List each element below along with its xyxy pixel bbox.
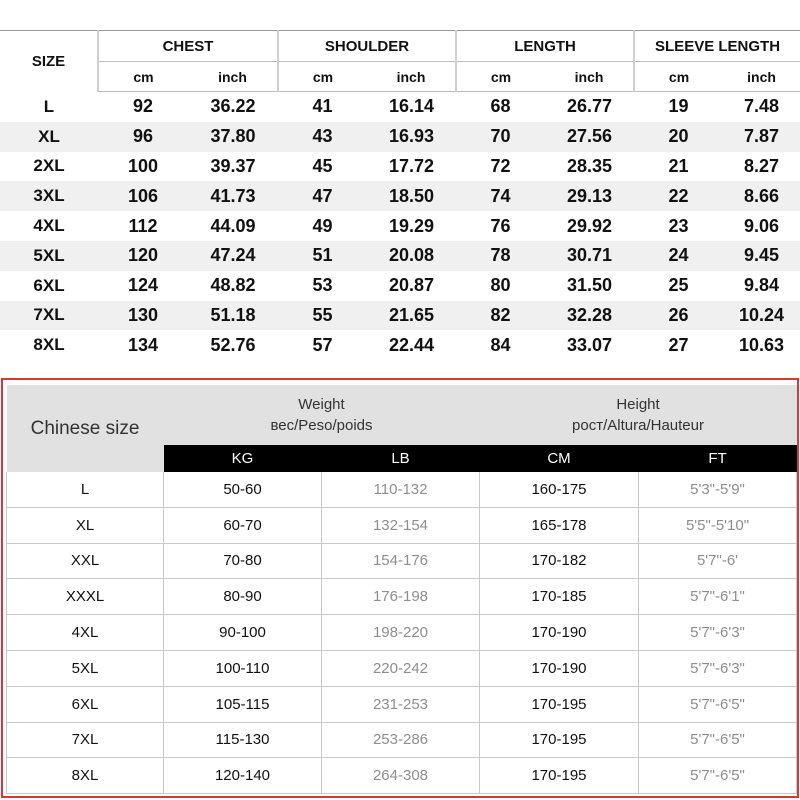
measurement-cell: 9.45	[723, 241, 800, 271]
measurement-cell: 80	[490, 275, 511, 296]
size-cell: 7XL	[0, 301, 98, 331]
measurement-cell: 78	[456, 241, 545, 271]
group-header-row	[0, 31, 800, 62]
measurement-cell: 47.24	[188, 241, 278, 271]
kg-header: KG	[164, 445, 322, 472]
measurement-cell: 24	[634, 241, 723, 271]
ft-cell: 5'7"-6'5"	[639, 758, 797, 794]
measurement-cell: 51.18	[188, 301, 278, 331]
measurement-cell: 33.07	[567, 334, 613, 355]
table-row	[0, 181, 800, 211]
size-cell: XL	[7, 507, 164, 543]
body-fit-chart-frame	[1, 378, 799, 798]
size-cell: L	[43, 96, 55, 116]
lb-header: LB	[322, 445, 480, 472]
measurement-cell: 68	[490, 96, 511, 117]
measurement-cell: 23	[668, 215, 689, 236]
table-row	[0, 271, 800, 301]
kg-cell: 60-70	[164, 507, 322, 543]
measurement-cell: 72	[490, 155, 511, 176]
measurement-cell: 19.29	[388, 215, 435, 236]
measurement-cell: 31.50	[567, 275, 613, 296]
lb-cell: 154-176	[322, 543, 480, 579]
measurement-cell: 76	[490, 215, 511, 236]
measurement-cell: 100	[127, 155, 159, 176]
length-header: LENGTH	[456, 31, 634, 62]
table-row	[0, 301, 800, 331]
size-cell: 5XL	[7, 650, 164, 686]
table-row	[7, 472, 797, 507]
measurement-cell: 21.65	[367, 301, 456, 331]
measure-header-row	[7, 385, 797, 445]
lb-cell: 231-253	[322, 686, 480, 722]
measurement-cell: 51	[278, 241, 367, 271]
measurement-cell: 44.09	[210, 215, 256, 236]
measurement-cell: 30.71	[545, 241, 634, 271]
cm-cell: 170-190	[480, 615, 639, 651]
unit-header-row	[0, 62, 800, 92]
measurement-cell: 37.80	[188, 122, 278, 152]
table-row	[7, 507, 797, 543]
ft-cell: 5'7"-6'1"	[639, 579, 797, 615]
lb-cell: 264-308	[322, 758, 480, 794]
unit-inch-header: inch	[188, 62, 278, 92]
height-subtitle: рост/Altura/Hauteur	[572, 417, 704, 434]
ft-cell: 5'7"-6'3"	[639, 615, 797, 651]
measurement-cell: 45	[312, 155, 333, 176]
cm-cell: 170-185	[480, 579, 639, 615]
body-fit-rows	[7, 472, 797, 794]
lb-cell: 220-242	[322, 650, 480, 686]
kg-cell: 70-80	[164, 543, 322, 579]
cm-cell: 170-195	[480, 686, 639, 722]
cm-cell: 170-182	[480, 543, 639, 579]
chest-header: CHEST	[98, 31, 278, 62]
measurement-cell: 53	[312, 275, 333, 296]
size-cell: 7XL	[7, 722, 164, 758]
lb-cell: 176-198	[322, 579, 480, 615]
table-row	[7, 686, 797, 722]
height-header	[480, 385, 797, 445]
measurement-cell: 16.14	[388, 96, 435, 117]
kg-cell: 120-140	[164, 758, 322, 794]
measurement-cell: 55	[278, 301, 367, 331]
kg-cell: 105-115	[164, 686, 322, 722]
lb-cell: 110-132	[322, 472, 480, 507]
kg-cell: 50-60	[164, 472, 322, 507]
kg-cell: 80-90	[164, 579, 322, 615]
lb-cell: 132-154	[322, 507, 480, 543]
measurement-cell: 8.66	[723, 181, 800, 211]
body-fit-table	[6, 385, 797, 794]
size-cell: 4XL	[7, 615, 164, 651]
table-row	[0, 92, 800, 122]
garment-size-rows	[0, 92, 800, 361]
cm-cell: 170-195	[480, 722, 639, 758]
table-row	[7, 543, 797, 579]
measurement-cell: 26.77	[567, 96, 613, 117]
size-cell: XXL	[7, 543, 164, 579]
ft-cell: 5'5"-5'10"	[639, 507, 797, 543]
weight-subtitle: вес/Peso/poids	[270, 417, 373, 434]
measurement-cell: 27	[668, 334, 689, 355]
measurement-cell: 29.92	[567, 215, 613, 236]
garment-size-table	[0, 30, 800, 360]
table-row	[0, 241, 800, 271]
measurement-cell: 22	[634, 181, 723, 211]
kg-cell: 100-110	[164, 650, 322, 686]
measurement-cell: 43	[278, 122, 367, 152]
measurement-cell: 8.27	[744, 155, 780, 176]
measurement-cell: 47	[278, 181, 367, 211]
table-row	[7, 758, 797, 794]
measurement-cell: 92	[132, 96, 154, 117]
measurement-cell: 17.72	[388, 155, 435, 176]
table-row	[7, 650, 797, 686]
ft-cell: 5'7"-6'5"	[639, 722, 797, 758]
measurement-cell: 84	[490, 334, 511, 355]
ft-cell: 5'3"-5'9"	[639, 472, 797, 507]
size-cell: 3XL	[0, 181, 98, 211]
cm-cell: 165-178	[480, 507, 639, 543]
measurement-cell: 39.37	[210, 155, 256, 176]
table-row	[7, 615, 797, 651]
measurement-cell: 22.44	[388, 334, 435, 355]
cm-cell: 160-175	[480, 472, 639, 507]
measurement-cell: 7.87	[723, 122, 800, 152]
measurement-cell: 52.76	[210, 334, 256, 355]
measurement-cell: 124	[127, 275, 159, 296]
unit-inch-header: inch	[723, 62, 800, 92]
measurement-cell: 7.48	[744, 96, 780, 117]
table-row	[0, 152, 800, 182]
measurement-cell: 96	[98, 122, 188, 152]
measurement-cell: 82	[456, 301, 545, 331]
measurement-cell: 20.87	[388, 275, 435, 296]
size-cell: 4XL	[33, 216, 65, 236]
weight-title: Weight	[298, 396, 345, 413]
measurement-cell: 57	[312, 334, 333, 355]
ft-cell: 5'7"-6'3"	[639, 650, 797, 686]
size-cell: XL	[0, 122, 98, 152]
cm-header: CM	[480, 445, 639, 472]
unit-cm-header: cm	[98, 62, 188, 92]
table-row	[7, 579, 797, 615]
measurement-cell: 21	[668, 155, 689, 176]
size-column-header: SIZE	[0, 31, 98, 92]
unit-cm-header: cm	[456, 62, 545, 92]
size-cell: 8XL	[7, 758, 164, 794]
sleeve-length-header: SLEEVE LENGTH	[634, 31, 800, 62]
kg-cell: 115-130	[164, 722, 322, 758]
measurement-cell: 25	[668, 275, 689, 296]
measurement-cell: 74	[456, 181, 545, 211]
size-cell: XXXL	[7, 579, 164, 615]
size-cell: 8XL	[33, 335, 65, 355]
measurement-cell: 41	[312, 96, 333, 117]
measurement-cell: 112	[128, 215, 158, 236]
unit-inch-header: inch	[367, 62, 456, 92]
measurement-cell: 130	[98, 301, 188, 331]
height-title: Height	[616, 396, 660, 413]
table-row	[0, 211, 800, 241]
measurement-cell: 36.22	[210, 96, 256, 117]
size-cell: 2XL	[33, 156, 65, 176]
size-cell: 6XL	[7, 686, 164, 722]
measurement-cell: 10.24	[723, 301, 800, 331]
lb-cell: 198-220	[322, 615, 480, 651]
measurement-cell: 19	[668, 96, 689, 117]
unit-cm-header: cm	[634, 62, 723, 92]
measurement-cell: 120	[98, 241, 188, 271]
measurement-cell: 41.73	[188, 181, 278, 211]
cm-cell: 170-195	[480, 758, 639, 794]
unit-cm-header: cm	[278, 62, 367, 92]
measurement-cell: 9.06	[744, 215, 780, 236]
measurement-cell: 20.08	[367, 241, 456, 271]
table-row	[0, 330, 800, 360]
kg-cell: 90-100	[164, 615, 322, 651]
measurement-cell: 48.82	[210, 275, 256, 296]
chinese-size-header: Chinese size	[7, 385, 164, 472]
measurement-cell: 29.13	[545, 181, 634, 211]
measurement-cell: 10.63	[739, 334, 785, 355]
measurement-cell: 9.84	[744, 275, 780, 296]
size-cell: 5XL	[0, 241, 98, 271]
measurement-cell: 18.50	[367, 181, 456, 211]
measurement-cell: 20	[634, 122, 723, 152]
table-row	[7, 722, 797, 758]
unit-inch-header: inch	[545, 62, 634, 92]
ft-cell: 5'7"-6'5"	[639, 686, 797, 722]
size-cell: 6XL	[33, 275, 65, 295]
measurement-cell: 32.28	[545, 301, 634, 331]
measurement-cell: 70	[456, 122, 545, 152]
measurement-cell: 26	[634, 301, 723, 331]
shoulder-header: SHOULDER	[278, 31, 456, 62]
weight-header	[164, 385, 480, 445]
measurement-cell: 106	[98, 181, 188, 211]
ft-header: FT	[639, 445, 797, 472]
measurement-cell: 28.35	[567, 155, 613, 176]
measurement-cell: 134	[127, 334, 159, 355]
ft-cell: 5'7"-6'	[639, 543, 797, 579]
cm-cell: 170-190	[480, 650, 639, 686]
lb-cell: 253-286	[322, 722, 480, 758]
measurement-cell: 27.56	[545, 122, 634, 152]
measurement-cell: 16.93	[367, 122, 456, 152]
size-cell: L	[7, 472, 164, 507]
measurement-cell: 49	[312, 215, 333, 236]
table-row	[0, 122, 800, 152]
